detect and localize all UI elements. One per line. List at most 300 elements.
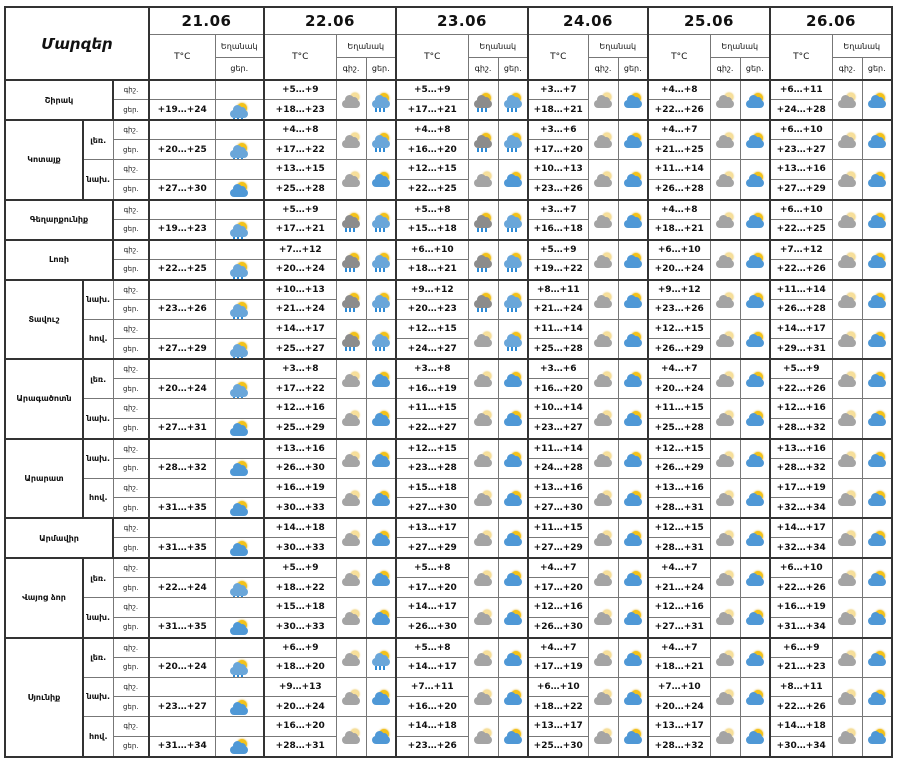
grey-cloud-icon xyxy=(837,293,857,309)
sun-cloud-icon xyxy=(867,213,887,229)
time-of-day-label: ցեր. xyxy=(113,140,149,160)
weather-icon-cell xyxy=(498,717,528,757)
date-header: 25.06 xyxy=(648,7,770,35)
weather-icon-cell xyxy=(336,399,366,439)
grey-cloud-icon xyxy=(341,491,361,507)
temperature-cell: +25…+28 xyxy=(264,179,336,200)
zone-label: նախ. xyxy=(83,677,113,717)
temperature-cell: +17…+19 xyxy=(770,478,832,498)
sun-cloud-icon xyxy=(745,571,765,587)
zone-label: հով. xyxy=(83,717,113,757)
time-of-day-label: ցեր. xyxy=(113,219,149,240)
temperature-cell xyxy=(149,439,215,459)
thunderstorm-icon xyxy=(341,253,361,269)
grey-cloud-icon xyxy=(341,172,361,188)
grey-cloud-icon xyxy=(715,411,735,427)
temperature-cell: +18…+22 xyxy=(528,697,588,717)
temperature-cell xyxy=(149,160,215,180)
temperature-cell: +18…+23 xyxy=(264,100,336,121)
grey-cloud-icon xyxy=(341,411,361,427)
weather-icon-cell xyxy=(366,280,396,320)
grey-cloud-icon xyxy=(715,610,735,626)
day-column-header: ցեր. xyxy=(366,58,396,81)
time-of-day-label: գիշ. xyxy=(113,319,149,339)
temperature-cell: +17…+21 xyxy=(396,100,468,121)
weather-icon-cell xyxy=(336,120,366,160)
sun-cloud-icon xyxy=(867,690,887,706)
zone-label: նախ. xyxy=(83,439,113,479)
temperature-cell xyxy=(149,80,215,100)
weather-icon-cell xyxy=(498,160,528,200)
forecast-row xyxy=(5,677,892,697)
weather-icon-cell xyxy=(588,359,618,399)
sun-cloud-icon xyxy=(867,93,887,109)
weather-icon-cell xyxy=(468,478,498,518)
grey-cloud-icon xyxy=(715,372,735,388)
temperature-cell: +21…+24 xyxy=(264,299,336,319)
weather-icon-cell xyxy=(588,558,618,598)
region-name: Շիրակ xyxy=(5,80,113,120)
temperature-cell: +16…+20 xyxy=(264,717,336,737)
weather-icon-cell xyxy=(588,399,618,439)
sun-cloud-icon xyxy=(623,93,643,109)
grey-cloud-icon xyxy=(715,690,735,706)
weather-icon-cell xyxy=(832,160,862,200)
weather-icon-cell xyxy=(215,697,264,717)
sun-cloud-icon xyxy=(867,651,887,667)
temperature-cell: +27…+29 xyxy=(770,179,832,200)
grey-cloud-icon xyxy=(837,651,857,667)
temperature-cell: +20…+25 xyxy=(149,140,215,160)
sun-cloud-icon xyxy=(867,610,887,626)
temperature-cell: +13…+17 xyxy=(396,518,468,538)
grey-cloud-icon xyxy=(593,93,613,109)
weather-icon-cell xyxy=(468,399,498,439)
grey-cloud-icon xyxy=(341,651,361,667)
weather-icon-cell xyxy=(215,677,264,697)
temperature-cell: +3…+8 xyxy=(396,359,468,379)
temperature-cell: +23…+26 xyxy=(528,179,588,200)
temperature-cell: +5…+9 xyxy=(264,200,336,220)
sun-rain-cloud-icon xyxy=(503,253,523,269)
weather-icon-cell xyxy=(498,80,528,120)
weather-column-header: Եղանակ xyxy=(710,35,770,58)
weather-icon-cell xyxy=(215,558,264,578)
temperature-cell: +27…+30 xyxy=(149,179,215,200)
weather-icon-cell xyxy=(366,677,396,717)
temperature-cell: +20…+23 xyxy=(396,299,468,319)
temperature-cell: +19…+23 xyxy=(149,219,215,240)
temperature-cell xyxy=(149,319,215,339)
weather-icon-cell xyxy=(862,240,892,280)
weather-icon-cell xyxy=(710,677,740,717)
weather-icon-cell xyxy=(468,120,498,160)
weather-icon-cell xyxy=(468,359,498,399)
weather-icon-cell xyxy=(498,200,528,240)
temperature-cell: +15…+18 xyxy=(396,478,468,498)
temperature-cell: +14…+18 xyxy=(264,518,336,538)
temperature-cell: +4…+7 xyxy=(648,359,710,379)
temperature-cell: +17…+19 xyxy=(528,657,588,677)
grey-cloud-icon xyxy=(593,729,613,745)
weather-column-header: Եղանակ xyxy=(468,35,528,58)
grey-cloud-icon xyxy=(837,411,857,427)
weather-icon-cell xyxy=(588,717,618,757)
weather-icon-cell xyxy=(740,80,770,120)
thunderstorm-icon xyxy=(473,133,493,149)
temperature-cell: +22…+27 xyxy=(396,418,468,439)
weather-icon-cell xyxy=(740,439,770,479)
temperature-cell: +25…+28 xyxy=(528,339,588,360)
weather-icon-cell xyxy=(588,80,618,120)
temperature-cell xyxy=(149,359,215,379)
temperature-cell: +23…+27 xyxy=(528,418,588,439)
weather-icon-cell xyxy=(618,677,648,717)
grey-cloud-icon xyxy=(341,690,361,706)
temperature-cell: +22…+26 xyxy=(770,379,832,399)
sun-cloud-icon xyxy=(503,690,523,706)
temperature-cell: +5…+8 xyxy=(396,200,468,220)
grey-cloud-icon xyxy=(593,690,613,706)
grey-cloud-icon xyxy=(473,411,493,427)
temperature-cell: +28…+31 xyxy=(264,736,336,757)
weather-icon-cell xyxy=(862,359,892,399)
temperature-cell: +16…+20 xyxy=(396,697,468,717)
temperature-column-header: T°C xyxy=(648,35,710,81)
grey-cloud-icon xyxy=(593,491,613,507)
weather-icon-cell xyxy=(862,80,892,120)
thunderstorm-icon xyxy=(473,293,493,309)
temperature-cell: +24…+28 xyxy=(528,458,588,478)
weather-icon-cell xyxy=(215,617,264,638)
temperature-cell: +4…+8 xyxy=(648,80,710,100)
grey-cloud-icon xyxy=(837,213,857,229)
weather-icon-cell xyxy=(710,120,740,160)
sun-rain-cloud-icon xyxy=(229,262,249,278)
region-name: Կոտայք xyxy=(5,120,83,200)
sun-cloud-icon xyxy=(503,651,523,667)
sun-cloud-icon xyxy=(745,93,765,109)
weather-icon-cell xyxy=(710,518,740,558)
sun-cloud-icon xyxy=(745,411,765,427)
weather-icon-cell xyxy=(498,399,528,439)
weather-icon-cell xyxy=(618,280,648,320)
weather-icon-cell xyxy=(336,598,366,638)
temperature-cell: +24…+28 xyxy=(770,100,832,121)
weather-icon-cell xyxy=(710,478,740,518)
weather-icon-cell xyxy=(740,160,770,200)
temperature-cell: +19…+22 xyxy=(528,259,588,280)
weather-icon-cell xyxy=(710,280,740,320)
sun-cloud-icon xyxy=(371,452,391,468)
temperature-cell xyxy=(149,478,215,498)
sun-cloud-icon xyxy=(623,372,643,388)
weather-icon-cell xyxy=(336,200,366,240)
sun-rain-cloud-icon xyxy=(229,302,249,318)
time-of-day-label: ցեր. xyxy=(113,617,149,638)
weather-icon-cell xyxy=(862,677,892,717)
time-of-day-label: գիշ. xyxy=(113,558,149,578)
night-column-header: գիշ. xyxy=(336,58,366,81)
grey-cloud-icon xyxy=(715,332,735,348)
grey-cloud-icon xyxy=(837,531,857,547)
forecast-row xyxy=(5,280,892,300)
temperature-cell: +12…+15 xyxy=(648,518,710,538)
grey-cloud-icon xyxy=(715,172,735,188)
temperature-cell: +4…+7 xyxy=(648,558,710,578)
weather-icon-cell xyxy=(336,677,366,717)
temperature-cell: +4…+8 xyxy=(264,120,336,140)
temperature-cell: +9…+13 xyxy=(264,677,336,697)
thunderstorm-icon xyxy=(341,213,361,229)
temperature-cell: +3…+6 xyxy=(528,359,588,379)
temperature-cell: +17…+21 xyxy=(264,219,336,240)
weather-icon-cell xyxy=(588,200,618,240)
grey-cloud-icon xyxy=(593,651,613,667)
weather-icon-cell xyxy=(740,200,770,240)
weather-icon-cell xyxy=(215,280,264,300)
temperature-cell: +6…+10 xyxy=(770,558,832,578)
weather-icon-cell xyxy=(215,518,264,538)
forecast-row xyxy=(5,478,892,498)
grey-cloud-icon xyxy=(593,213,613,229)
temperature-cell: +20…+24 xyxy=(648,697,710,717)
time-of-day-label: գիշ. xyxy=(113,80,149,100)
weather-icon-cell xyxy=(498,478,528,518)
temperature-cell: +4…+7 xyxy=(528,638,588,658)
grey-cloud-icon xyxy=(341,133,361,149)
weather-icon-cell xyxy=(862,160,892,200)
weather-icon-cell xyxy=(336,319,366,359)
temperature-cell: +22…+26 xyxy=(770,697,832,717)
temperature-cell: +18…+20 xyxy=(264,657,336,677)
grey-cloud-icon xyxy=(715,253,735,269)
region-name: Արմավիր xyxy=(5,518,113,558)
grey-cloud-icon xyxy=(473,651,493,667)
forecast-row xyxy=(5,80,892,100)
weather-icon-cell xyxy=(740,319,770,359)
temperature-cell: +18…+22 xyxy=(264,578,336,598)
weather-icon-cell xyxy=(215,399,264,419)
weather-icon-cell xyxy=(862,120,892,160)
weather-icon-cell xyxy=(618,558,648,598)
weather-icon-cell xyxy=(618,319,648,359)
sun-cloud-icon xyxy=(867,729,887,745)
weather-icon-cell xyxy=(215,339,264,360)
temperature-cell: +14…+17 xyxy=(770,518,832,538)
temperature-cell: +12…+15 xyxy=(396,439,468,459)
time-of-day-label: ցեր. xyxy=(113,697,149,717)
temperature-cell: +11…+14 xyxy=(528,439,588,459)
sun-cloud-icon xyxy=(623,133,643,149)
weather-icon-cell xyxy=(366,319,396,359)
night-column-header: գիշ. xyxy=(468,58,498,81)
temperature-cell: +6…+10 xyxy=(396,240,468,260)
weather-icon-cell xyxy=(215,219,264,240)
weather-icon-cell xyxy=(498,598,528,638)
forecast-row xyxy=(5,518,892,538)
sun-cloud-icon xyxy=(371,372,391,388)
temperature-cell: +28…+32 xyxy=(149,458,215,478)
temperature-cell xyxy=(149,200,215,220)
temperature-cell: +3…+6 xyxy=(528,120,588,140)
grey-cloud-icon xyxy=(837,610,857,626)
weather-icon-cell xyxy=(366,240,396,280)
sun-cloud-icon xyxy=(867,491,887,507)
time-of-day-label: գիշ. xyxy=(113,677,149,697)
weather-icon-cell xyxy=(336,439,366,479)
weather-icon-cell xyxy=(336,80,366,120)
temperature-cell: +5…+9 xyxy=(528,240,588,260)
grey-cloud-icon xyxy=(593,253,613,269)
weather-icon-cell xyxy=(366,399,396,439)
weather-icon-cell xyxy=(215,498,264,519)
weather-icon-cell xyxy=(710,200,740,240)
grey-cloud-icon xyxy=(341,452,361,468)
weather-icon-cell xyxy=(618,598,648,638)
weather-icon-cell xyxy=(215,359,264,379)
temperature-cell: +3…+8 xyxy=(264,359,336,379)
grey-cloud-icon xyxy=(715,531,735,547)
temperature-column-header: T°C xyxy=(396,35,468,81)
temperature-cell: +6…+10 xyxy=(648,240,710,260)
weather-icon-cell xyxy=(618,200,648,240)
sun-cloud-icon xyxy=(745,491,765,507)
temperature-cell: +31…+34 xyxy=(149,736,215,757)
weather-icon-cell xyxy=(215,418,264,439)
temperature-cell: +6…+9 xyxy=(264,638,336,658)
time-of-day-label: գիշ. xyxy=(113,598,149,618)
weather-icon-cell xyxy=(862,200,892,240)
forecast-row xyxy=(5,399,892,419)
weather-icon-cell xyxy=(862,280,892,320)
weather-icon-cell xyxy=(468,319,498,359)
weather-icon-cell xyxy=(618,638,648,678)
weather-icon-cell xyxy=(215,80,264,100)
zone-label: լեռ. xyxy=(83,638,113,678)
temperature-cell: +5…+8 xyxy=(396,638,468,658)
grey-cloud-icon xyxy=(341,372,361,388)
grey-cloud-icon xyxy=(473,571,493,587)
temperature-cell: +10…+14 xyxy=(528,399,588,419)
weather-icon-cell xyxy=(710,80,740,120)
time-of-day-label: ցեր. xyxy=(113,339,149,360)
temperature-cell: +31…+34 xyxy=(770,617,832,638)
region-name: Սյունիք xyxy=(5,638,83,757)
night-column-header: գիշ. xyxy=(832,58,862,81)
sun-rain-cloud-icon xyxy=(229,581,249,597)
temperature-cell: +20…+24 xyxy=(149,657,215,677)
temperature-cell: +31…+35 xyxy=(149,538,215,559)
sun-cloud-icon xyxy=(745,531,765,547)
weather-icon-cell xyxy=(588,439,618,479)
weather-icon-cell xyxy=(336,359,366,399)
time-of-day-label: ցեր. xyxy=(113,538,149,559)
grey-cloud-icon xyxy=(837,729,857,745)
sun-cloud-icon xyxy=(623,690,643,706)
sun-cloud-icon xyxy=(867,133,887,149)
forecast-row xyxy=(5,439,892,459)
temperature-cell: +12…+15 xyxy=(396,319,468,339)
temperature-cell: +28…+32 xyxy=(648,736,710,757)
weather-icon-cell xyxy=(336,717,366,757)
sun-cloud-icon xyxy=(371,531,391,547)
time-of-day-label: ցեր. xyxy=(113,100,149,121)
weather-icon-cell xyxy=(832,240,862,280)
day-column-header: ցեր. xyxy=(215,58,264,81)
temperature-cell: +14…+18 xyxy=(396,717,468,737)
temperature-cell: +17…+20 xyxy=(396,578,468,598)
zone-label: նախ. xyxy=(83,160,113,200)
grey-cloud-icon xyxy=(473,332,493,348)
weather-icon-cell xyxy=(468,80,498,120)
weather-icon-cell xyxy=(862,638,892,678)
grey-cloud-icon xyxy=(473,452,493,468)
temperature-cell: +12…+16 xyxy=(264,399,336,419)
weather-icon-cell xyxy=(215,120,264,140)
temperature-cell: +11…+15 xyxy=(648,399,710,419)
temperature-cell: +3…+7 xyxy=(528,200,588,220)
grey-cloud-icon xyxy=(593,411,613,427)
thunderstorm-icon xyxy=(473,93,493,109)
weather-icon-cell xyxy=(618,160,648,200)
sun-rain-cloud-icon xyxy=(371,253,391,269)
sun-cloud-icon xyxy=(745,253,765,269)
sun-cloud-icon xyxy=(623,452,643,468)
date-header: 22.06 xyxy=(264,7,396,35)
weather-icon-cell xyxy=(468,240,498,280)
grey-cloud-icon xyxy=(837,332,857,348)
weather-icon-cell xyxy=(740,717,770,757)
weather-icon-cell xyxy=(498,319,528,359)
temperature-cell: +17…+20 xyxy=(528,140,588,160)
sun-cloud-icon xyxy=(623,253,643,269)
grey-cloud-icon xyxy=(837,491,857,507)
temperature-cell: +16…+20 xyxy=(528,379,588,399)
zone-label: լեռ. xyxy=(83,558,113,598)
temperature-cell: +21…+25 xyxy=(648,140,710,160)
region-name: Վայոց ձոր xyxy=(5,558,83,638)
thunderstorm-icon xyxy=(341,293,361,309)
grey-cloud-icon xyxy=(341,610,361,626)
weather-icon-cell xyxy=(498,240,528,280)
weather-icon-cell xyxy=(366,478,396,518)
weather-icon-cell xyxy=(710,717,740,757)
temperature-cell: +17…+22 xyxy=(264,140,336,160)
sun-cloud-icon xyxy=(745,372,765,388)
weather-icon-cell xyxy=(710,359,740,399)
grey-cloud-icon xyxy=(593,372,613,388)
temperature-cell: +32…+34 xyxy=(770,538,832,559)
sun-cloud-icon xyxy=(371,610,391,626)
forecast-row xyxy=(5,598,892,618)
temperature-cell: +14…+18 xyxy=(770,717,832,737)
weather-icon-cell xyxy=(215,179,264,200)
weather-icon-cell xyxy=(498,120,528,160)
sun-cloud-icon xyxy=(745,651,765,667)
temperature-cell: +5…+8 xyxy=(396,558,468,578)
sun-cloud-icon xyxy=(623,571,643,587)
temperature-cell: +7…+12 xyxy=(770,240,832,260)
temperature-cell: +11…+14 xyxy=(528,319,588,339)
temperature-cell: +13…+16 xyxy=(648,478,710,498)
time-of-day-label: ցեր. xyxy=(113,458,149,478)
weather-icon-cell xyxy=(740,120,770,160)
weather-icon-cell xyxy=(468,280,498,320)
time-of-day-label: ցեր. xyxy=(113,578,149,598)
temperature-cell xyxy=(149,399,215,419)
sun-cloud-icon xyxy=(867,253,887,269)
